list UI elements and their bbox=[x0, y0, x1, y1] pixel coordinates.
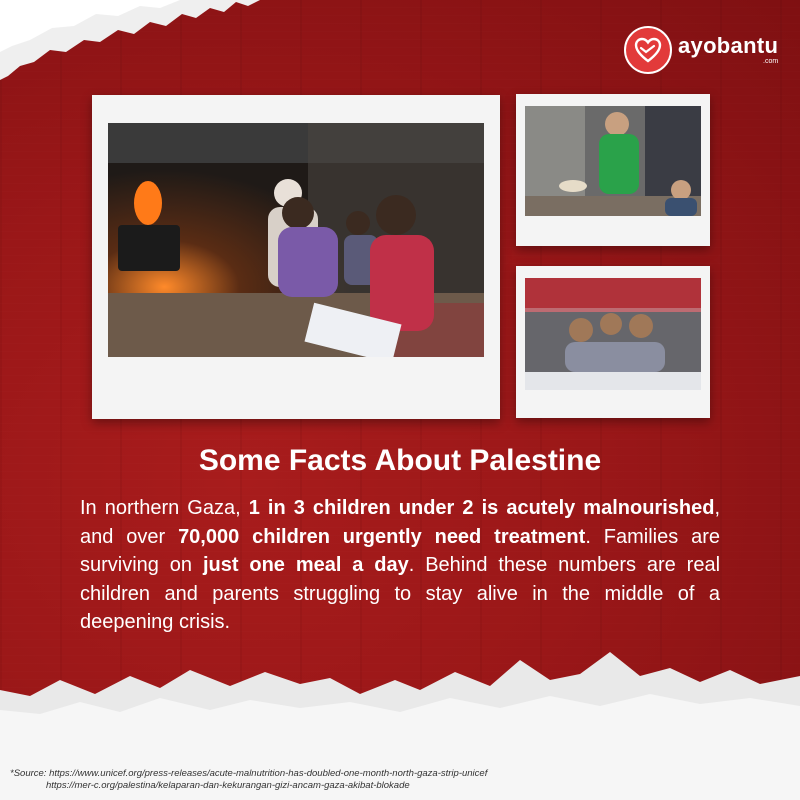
photo-frame-top-right bbox=[516, 94, 710, 246]
source-line-1: *Source: https://www.unicef.org/press-releases/acute-malnutrition-has-doubled-one-month-north-gaza-strip-unicef bbox=[10, 768, 488, 779]
ayobantu-logo bbox=[624, 26, 778, 74]
body-paragraph bbox=[80, 494, 720, 637]
body-text: , and over bbox=[80, 497, 720, 548]
photo-girl-cooking-bread bbox=[525, 106, 701, 216]
body-text: In northern Gaza, bbox=[80, 497, 249, 519]
brand-domain: .com bbox=[763, 58, 779, 65]
highlight-malnourished: 1 in 3 children under 2 is acutely malnourished bbox=[248, 497, 715, 519]
highlight-one-meal: just one meal a day bbox=[202, 554, 409, 576]
source-citation bbox=[10, 768, 487, 792]
body-text: . Families are surviving on bbox=[80, 525, 721, 576]
photo-children-in-car bbox=[525, 278, 701, 390]
body-text: . Behind these numbers are real children and parents struggling to stay alive in the middle of a deepening crisis. bbox=[80, 554, 721, 633]
highlight-treatment: 70,000 children urgently need treatment bbox=[178, 525, 586, 548]
source-line-2: https://mer-c.org/palestina/kelaparan-dan-kekurangan-gizi-ancam-gaza-akibat-blokade bbox=[46, 780, 410, 791]
page-title: Some Facts About Palestine bbox=[198, 444, 602, 477]
torn-paper-top bbox=[0, 0, 260, 90]
brand-name: ayobantu bbox=[678, 33, 779, 58]
heart-hands-icon bbox=[624, 26, 672, 74]
photo-frame-main bbox=[92, 95, 500, 419]
photo-frame-bottom-right bbox=[516, 266, 710, 418]
photo-family-cooking bbox=[108, 123, 484, 357]
